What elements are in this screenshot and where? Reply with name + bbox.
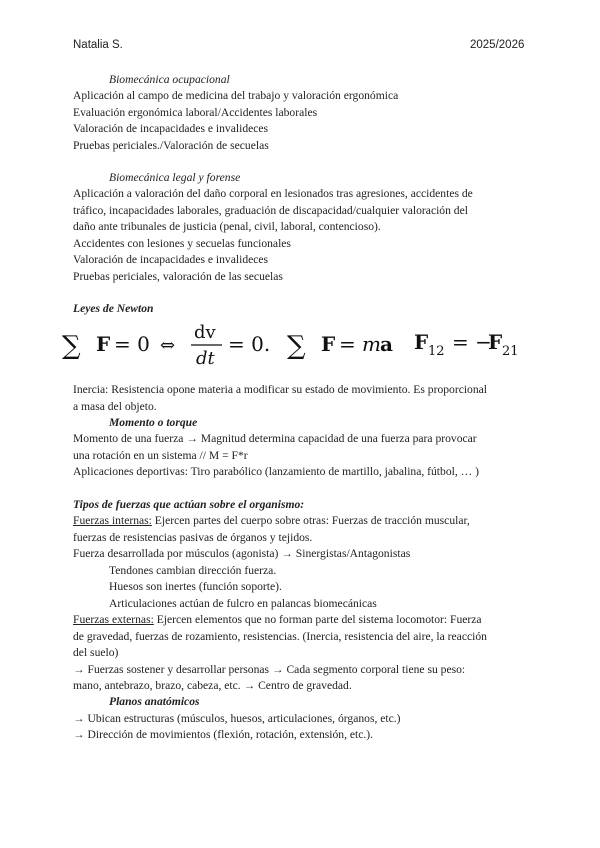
eq3-F12: F	[414, 330, 429, 354]
eq1-lhs-eq: = 0	[114, 332, 150, 356]
internas-line	[73, 514, 470, 528]
legal-line: tráfico, incapacidades laborales, graduación de discapacidad/cualquier valoración del	[73, 204, 468, 217]
internas-line: Fuerza desarrollada por músculos (agonista) → Sinergistas/Antagonistas	[73, 547, 411, 560]
externas-line: → Fuerzas sostener y desarrollar personas → Cada segmento corporal tiene su peso:	[73, 663, 466, 676]
legal-line: Aplicación a valoración del daño corporal en lesionados tras agresiones, accidentes de	[73, 187, 473, 200]
eq2-eq: =	[339, 332, 356, 356]
eq3-eq: = −	[452, 330, 492, 354]
header-author: Natalia S.	[73, 39, 123, 51]
indented-line: Huesos son inertes (función soporte).	[109, 580, 282, 593]
legal-line: Pruebas periciales, valoración de las secuelas	[73, 270, 283, 283]
inercia-line: a masa del objeto.	[73, 400, 157, 413]
ocupacional-line: Pruebas periciales./Valoración de secuelas	[73, 139, 269, 152]
eq1-numerator: dv	[194, 322, 216, 343]
eq1-rhs: = 0.	[228, 332, 271, 356]
section-title-fuerzas: Tipos de fuerzas que actúan sobre el organismo:	[73, 498, 305, 511]
externas-label: Fuerzas externas:	[73, 613, 154, 626]
planos-line: → Ubican estructuras (músculos, huesos, articulaciones, órganos, etc.)	[73, 712, 401, 725]
ocupacional-line: Evaluación ergonómica laboral/Accidentes laborales	[73, 106, 318, 119]
ocupacional-line: Aplicación al campo de medicina del trabajo y valoración ergonómica	[73, 89, 399, 102]
eq2-sum-symbol: ∑	[287, 331, 306, 361]
internas-label: Fuerzas internas:	[73, 514, 152, 527]
section-title-legal: Biomecánica legal y forense	[109, 171, 241, 184]
internas-text: Ejercen partes del cuerpo sobre otras: Fuerzas de tracción muscular,	[151, 514, 470, 527]
legal-line: daño ante tribunales de justicia (penal, civil, laboral, contencioso).	[73, 220, 381, 233]
section-title-planos: Planos anatómicos	[109, 695, 200, 708]
section-title-torque: Momento o torque	[109, 416, 198, 429]
legal-line: Accidentes con lesiones y secuelas funcionales	[73, 237, 291, 250]
torque-line: una rotación en un sistema // M = F*r	[73, 449, 248, 462]
section-title-ocupacional: Biomecánica ocupacional	[109, 73, 230, 86]
eq2-F: F	[321, 332, 336, 356]
inercia-line: Inercia: Resistencia opone materia a modificar su estado de movimiento. Es proporcional	[73, 383, 488, 396]
indented-line: Articulaciones actúan de fulcro en palancas biomecánicas	[109, 597, 377, 610]
planos-line: → Dirección de movimientos (flexión, rotación, extensión, etc.).	[73, 728, 374, 741]
eq2-a: a	[380, 332, 393, 356]
externas-line: mano, antebrazo, brazo, cabeza, etc. → Centro de gravedad.	[73, 679, 352, 692]
internas-line: fuerzas de resistencias pasivas de órganos y tejidos.	[73, 531, 313, 544]
torque-line: Momento de una fuerza → Magnitud determina capacidad de una fuerza para provocar	[73, 432, 477, 445]
eq2-m: m	[362, 332, 381, 356]
indented-line: Tendones cambian dirección fuerza.	[109, 564, 277, 577]
legal-line: Valoración de incapacidades e invalideces	[73, 253, 269, 266]
externas-text: Ejercen elementos que no forman parte del sistema locomotor: Fuerza	[153, 613, 482, 626]
eq3-F21: F	[488, 330, 503, 354]
eq1-sum-symbol: ∑	[62, 331, 81, 361]
ocupacional-line: Valoración de incapacidades e invalideces	[73, 122, 269, 135]
eq3-sub21: 21	[502, 344, 519, 359]
section-title-newton: Leyes de Newton	[73, 302, 154, 315]
eq3-sub12: 12	[428, 344, 445, 359]
torque-line: Aplicaciones deportivas: Tiro parabólico (lanzamiento de martillo, jabalina, fútbol, … )	[73, 465, 479, 478]
eq1-denominator: dt	[196, 348, 215, 369]
eq1-iff: ⇔	[160, 335, 176, 356]
eq1-lhs-F: F	[96, 332, 111, 356]
newton-equations	[0, 318, 600, 378]
externas-line	[73, 613, 482, 627]
externas-line: del suelo)	[73, 646, 119, 659]
header-year: 2025/2026	[470, 39, 525, 51]
externas-line: de gravedad, fuerzas de rozamiento, resistencias. (Inercia, resistencia del aire, la reacción	[73, 630, 487, 643]
